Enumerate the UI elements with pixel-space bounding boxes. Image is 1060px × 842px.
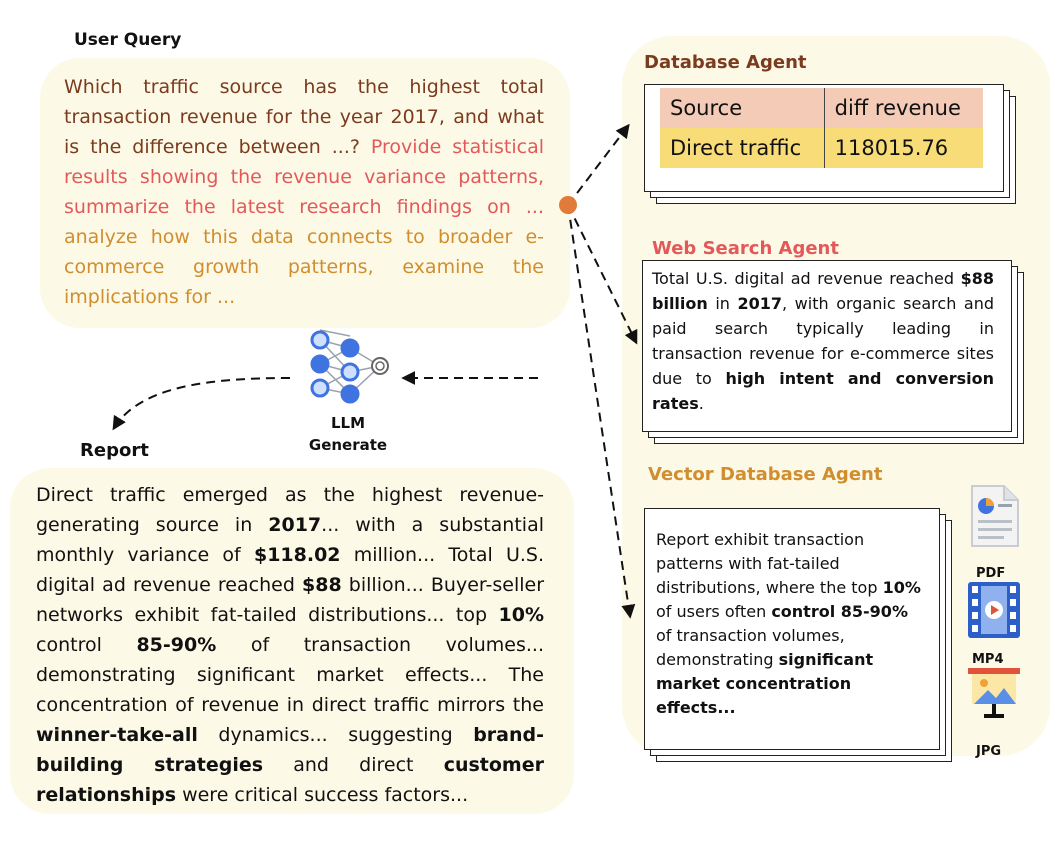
text-segment-bold: control 85-90% bbox=[771, 602, 908, 621]
text-segment: were critical success factors... bbox=[176, 784, 469, 806]
text-segment: billion... Buyer-seller networks exhibit fat-tailed distributions... top bbox=[36, 574, 545, 626]
text-segment-bold: significant market concentration effects... bbox=[656, 650, 874, 717]
database-agent-title: Database Agent bbox=[644, 52, 807, 73]
arrow-to-database-agent bbox=[568, 126, 628, 205]
pdf-label: PDF bbox=[976, 566, 1006, 581]
vector-database-agent-title: Vector Database Agent bbox=[648, 464, 883, 485]
text-segment-bold: 2017 bbox=[268, 514, 322, 536]
text-segment: dynamics... suggesting bbox=[197, 724, 474, 746]
text-segment-bold: 85-90% bbox=[136, 634, 217, 656]
text-segment-bold: 10% bbox=[882, 578, 921, 597]
arrow-to-web-search-agent bbox=[568, 205, 636, 342]
text-segment-bold: brand-building strategies bbox=[36, 724, 544, 776]
source-dot bbox=[559, 196, 577, 214]
text-segment: ... with a substantial monthly variance of bbox=[36, 514, 544, 566]
text-segment-bold: 10% bbox=[498, 604, 544, 626]
query-segment-question: Which traffic source has the highest total transaction revenue for the year 2017, and what is the difference between ...? bbox=[64, 76, 544, 158]
arrow-to-report bbox=[114, 378, 290, 428]
text-segment: and direct bbox=[263, 754, 444, 776]
table-header-diff-revenue: diff revenue bbox=[824, 88, 983, 128]
user-query-title: User Query bbox=[74, 30, 182, 50]
text-segment-bold: customer relationships bbox=[36, 754, 544, 806]
table-cell-diff-revenue: 118015.76 bbox=[824, 128, 983, 168]
text-segment: of transaction volumes... demonstrating significant market effects... The concentration of revenue in direct traffic mirrors the bbox=[36, 634, 544, 716]
text-segment: of users often bbox=[656, 602, 772, 621]
table-header-source: Source bbox=[660, 88, 824, 128]
text-segment: Total U.S. digital ad revenue reached bbox=[652, 269, 961, 288]
llm-label-line1: LLM bbox=[330, 414, 366, 432]
text-segment: control bbox=[36, 634, 137, 656]
text-segment: million... Total U.S. digital ad revenue reached bbox=[36, 544, 545, 596]
text-segment: Direct traffic emerged as the highest revenue-generating source in bbox=[36, 484, 544, 536]
text-segment-bold: 2017 bbox=[737, 294, 783, 313]
text-segment: , with organic search and paid search typically leading in transaction revenue for e-commerce sites due to bbox=[652, 294, 994, 388]
table-cell-source: Direct traffic bbox=[660, 128, 824, 168]
arrow-to-vector-database-agent bbox=[568, 205, 630, 616]
llm-label-line2: Generate bbox=[308, 436, 388, 454]
text-segment-bold: $118.02 bbox=[253, 544, 341, 566]
text-segment: . bbox=[698, 394, 704, 413]
text-segment: of transaction volumes, demonstrating bbox=[656, 626, 845, 669]
text-segment-bold: winner-take-all bbox=[36, 724, 198, 746]
text-segment-bold: high intent and conversion rates bbox=[652, 369, 995, 413]
mp4-label: MP4 bbox=[972, 652, 1004, 667]
jpg-label: JPG bbox=[976, 744, 1002, 759]
text-segment-bold: $88 billion bbox=[652, 269, 994, 313]
text-segment-bold: $88 bbox=[302, 574, 342, 596]
query-segment-statistics: Provide statistical results showing the revenue variance patterns, summarize the latest research findings on ... bbox=[64, 136, 544, 218]
web-search-agent-title: Web Search Agent bbox=[652, 238, 839, 259]
query-segment-analysis: analyze how this data connects to broader e-commerce growth patterns, examine the implications for ... bbox=[64, 226, 544, 308]
text-segment: Report exhibit transaction patterns with fat-tailed distributions, where the top bbox=[656, 530, 883, 597]
report-title: Report bbox=[80, 440, 149, 461]
text-segment: in bbox=[707, 294, 738, 313]
